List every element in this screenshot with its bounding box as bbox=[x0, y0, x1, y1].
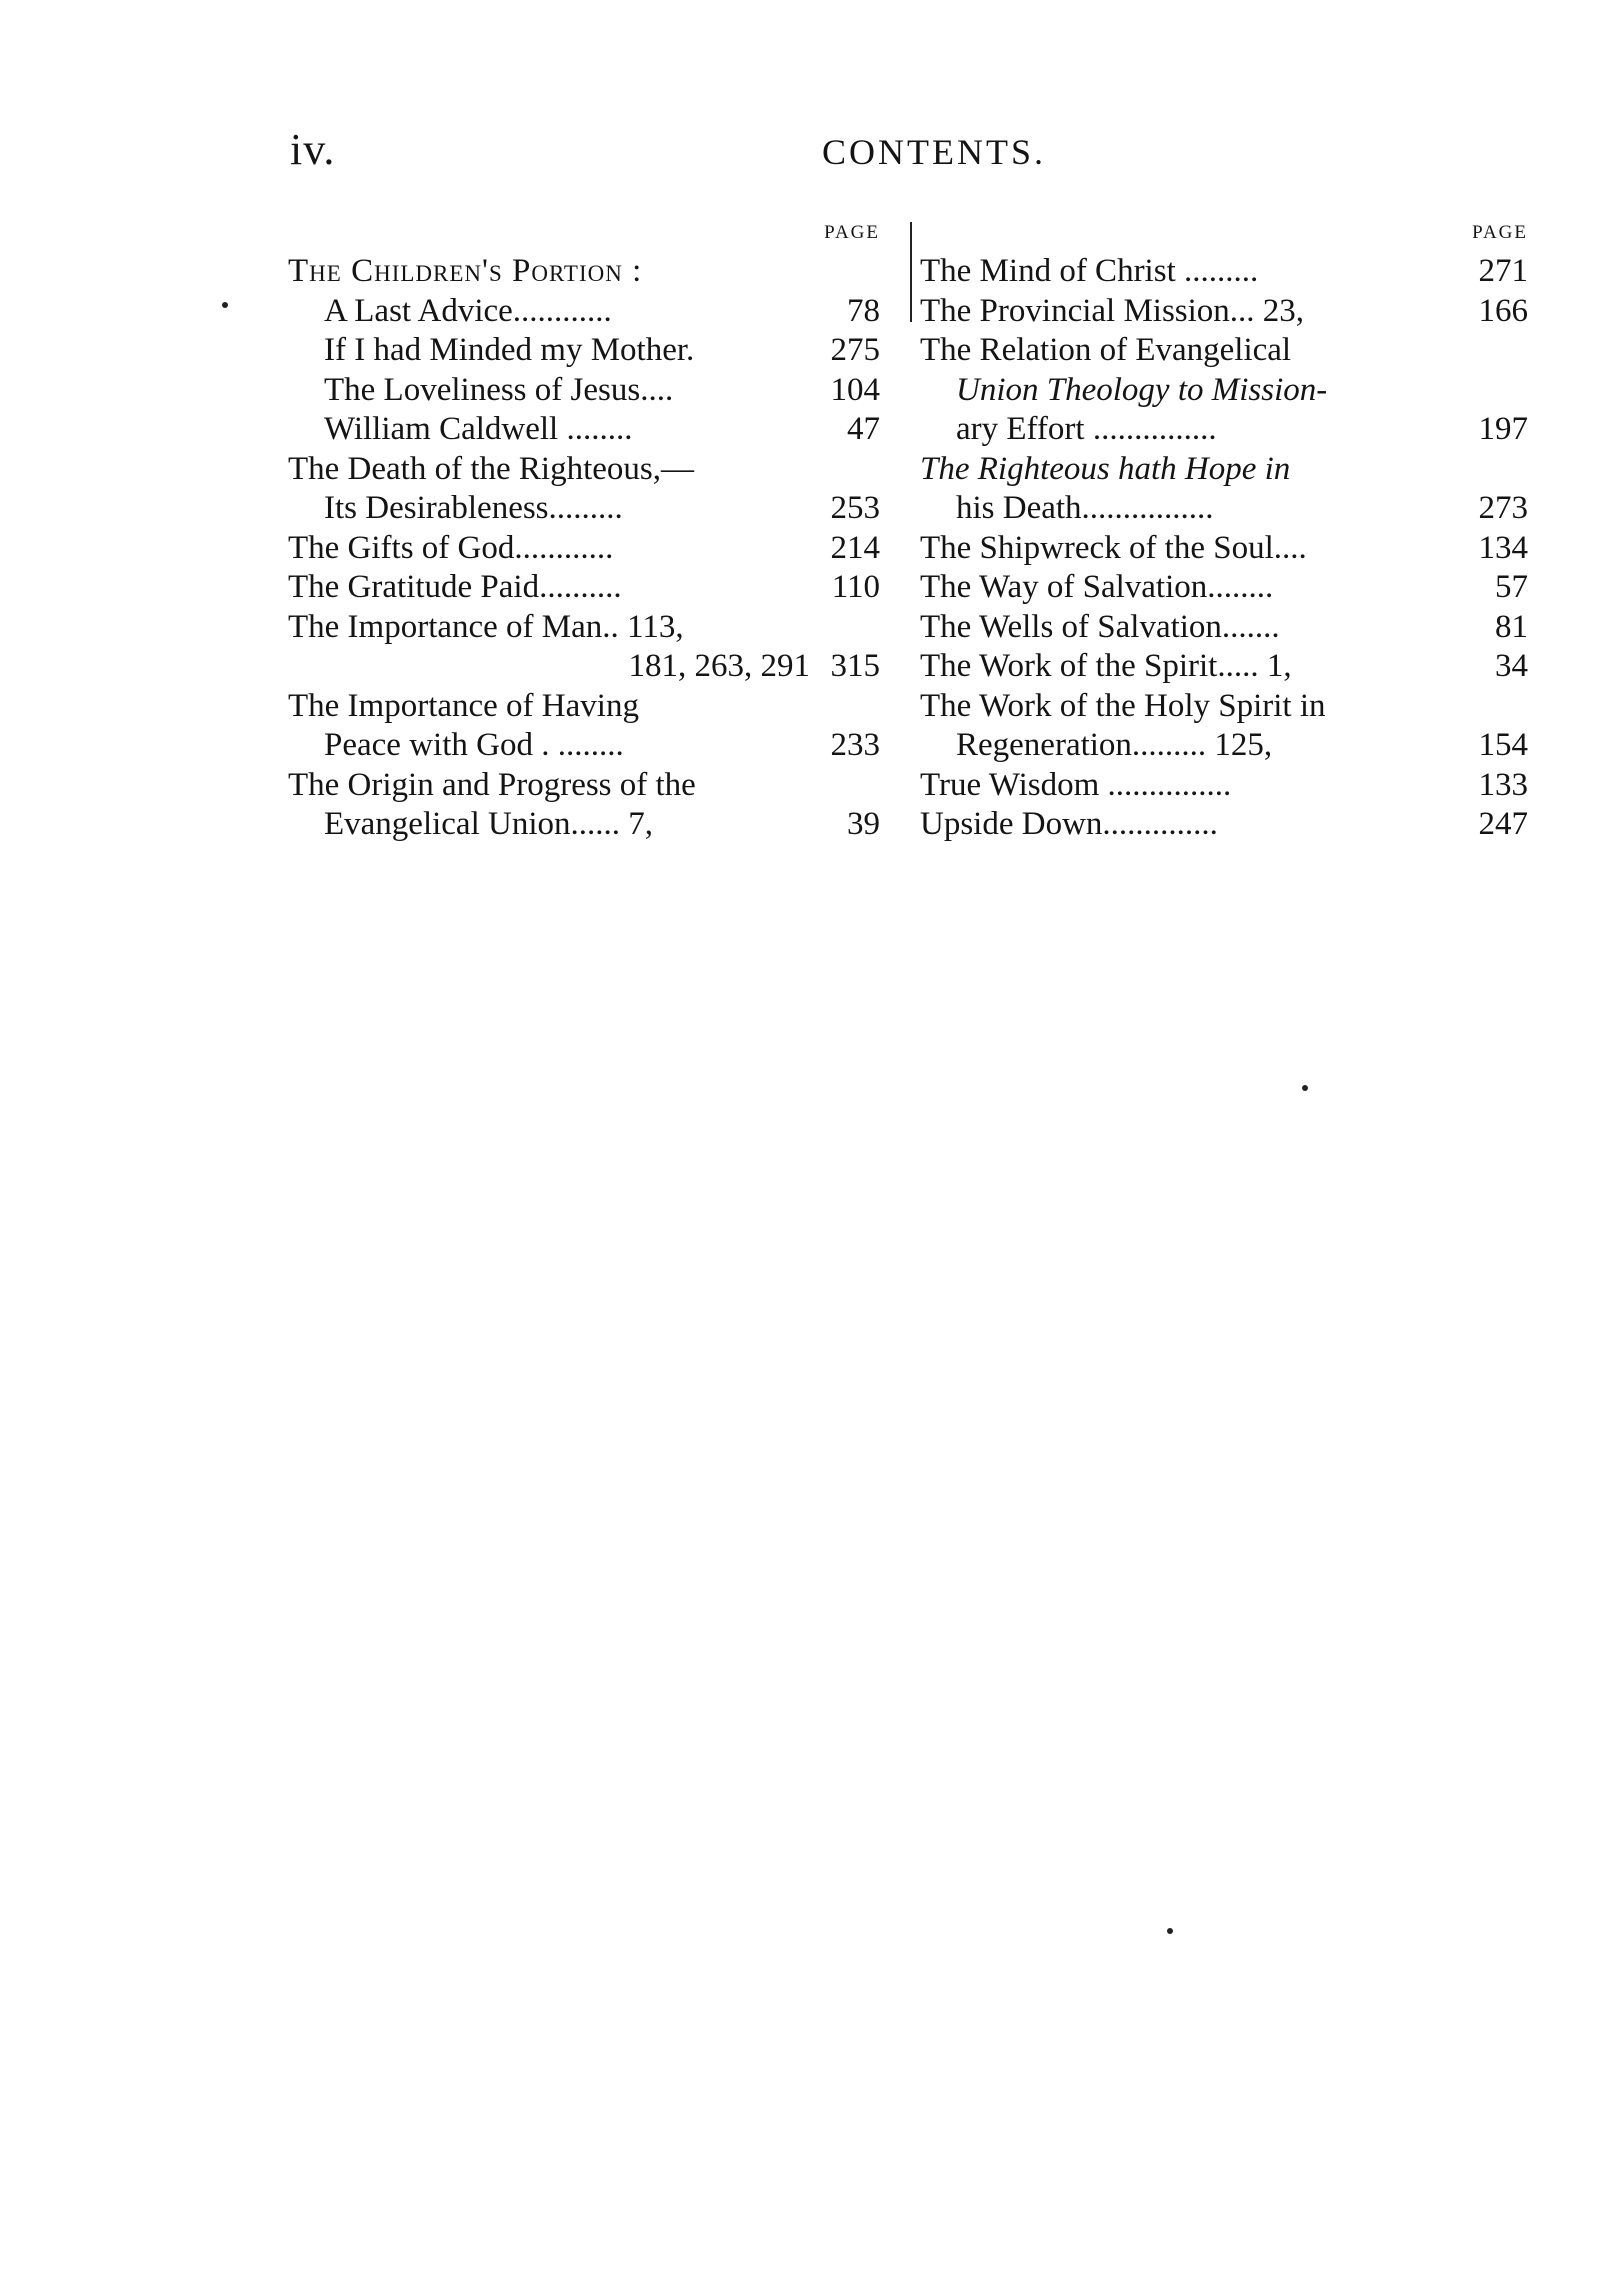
contents-entry bbox=[920, 450, 1528, 529]
page-column-header: PAGE bbox=[824, 222, 880, 243]
entry-title: The Way of Salvation........ bbox=[920, 569, 1274, 605]
entry-title: If I had Minded my Mother. bbox=[324, 332, 695, 368]
entry-page-number: 81 bbox=[1495, 608, 1528, 645]
entry-title: his Death................ bbox=[956, 490, 1214, 526]
entry-line bbox=[920, 568, 1528, 608]
entry-line bbox=[288, 450, 880, 490]
running-head: CONTENTS. bbox=[822, 132, 1046, 172]
entry-title: Evangelical Union...... 7, bbox=[324, 806, 654, 842]
entry-page-number: 273 bbox=[1478, 490, 1528, 526]
contents-entry bbox=[288, 292, 880, 332]
contents-entry bbox=[920, 331, 1528, 450]
entry-page-number: 47 bbox=[847, 411, 880, 447]
entry-page-number: 166 bbox=[1478, 292, 1528, 329]
entry-page-number: 271 bbox=[1478, 253, 1528, 289]
entry-line bbox=[288, 766, 880, 806]
entry-line bbox=[288, 292, 880, 332]
contents-entry bbox=[920, 687, 1528, 766]
entry-title: The Gratitude Paid.......... bbox=[288, 569, 622, 605]
entry-title: Regeneration......... 125, bbox=[956, 727, 1273, 763]
contents-entry bbox=[288, 608, 880, 687]
entry-page-number: 247 bbox=[1478, 806, 1528, 842]
contents-entry bbox=[920, 529, 1528, 569]
entry-line bbox=[920, 331, 1528, 371]
contents-entry bbox=[288, 450, 880, 529]
entry-page-number: 197 bbox=[1478, 411, 1528, 447]
contents-entry bbox=[288, 252, 880, 292]
entry-page-number: 315 bbox=[830, 648, 880, 684]
entry-line bbox=[920, 766, 1528, 806]
entry-title: The Loveliness of Jesus.... bbox=[324, 371, 674, 408]
entry-title: ary Effort ............... bbox=[956, 411, 1217, 447]
entry-page-number: 253 bbox=[830, 490, 880, 526]
page-number: iv. bbox=[290, 125, 336, 174]
contents-left-column bbox=[288, 222, 880, 845]
entry-line bbox=[920, 805, 1528, 845]
entry-title: True Wisdom ............... bbox=[920, 766, 1232, 803]
entry-page-number: 154 bbox=[1478, 727, 1528, 763]
entry-line bbox=[920, 450, 1528, 490]
entry-line bbox=[288, 687, 880, 727]
column-divider bbox=[910, 222, 912, 322]
contents-entry bbox=[920, 252, 1528, 292]
entry-line bbox=[288, 529, 880, 569]
contents-entry bbox=[288, 529, 880, 569]
contents-right-column bbox=[920, 222, 1528, 845]
entry-title: The Shipwreck of the Soul.... bbox=[920, 529, 1307, 566]
entry-list bbox=[288, 252, 880, 845]
entry-title: A Last Advice............ bbox=[324, 292, 612, 329]
contents-entry bbox=[920, 766, 1528, 806]
print-speck bbox=[222, 302, 228, 308]
contents-entry bbox=[920, 805, 1528, 845]
entry-page-number: 133 bbox=[1478, 766, 1528, 803]
entry-page-number: 214 bbox=[830, 529, 880, 566]
entry-line bbox=[288, 568, 880, 608]
contents-entry bbox=[288, 410, 880, 450]
entry-title: Its Desirableness......... bbox=[324, 490, 623, 526]
entry-line bbox=[920, 687, 1528, 727]
entry-title: The Importance of Having bbox=[288, 687, 639, 724]
print-speck bbox=[1302, 1085, 1308, 1091]
entry-title: The Work of the Spirit..... 1, bbox=[920, 648, 1292, 684]
entry-line bbox=[288, 252, 880, 292]
entry-line bbox=[920, 647, 1528, 687]
entry-line bbox=[920, 489, 1528, 529]
entry-title: The Relation of Evangelical bbox=[920, 332, 1292, 368]
entry-list bbox=[920, 252, 1528, 845]
entry-line bbox=[288, 410, 880, 450]
entry-page-number: 275 bbox=[830, 332, 880, 368]
entry-page-number: 78 bbox=[847, 292, 880, 329]
entry-line bbox=[920, 371, 1528, 411]
contents-entry bbox=[288, 687, 880, 766]
entry-page-number: 110 bbox=[831, 569, 880, 605]
contents-entry bbox=[920, 608, 1528, 648]
contents-entry bbox=[288, 331, 880, 371]
entry-title: Upside Down.............. bbox=[920, 806, 1218, 842]
entry-line bbox=[920, 252, 1528, 292]
entry-title: Peace with God . ........ bbox=[324, 727, 624, 763]
entry-line bbox=[920, 410, 1528, 450]
contents-entry bbox=[288, 766, 880, 845]
entry-line bbox=[288, 647, 880, 687]
contents-entry bbox=[920, 647, 1528, 687]
entry-title: The Children's Portion : bbox=[288, 253, 643, 289]
entry-line bbox=[288, 331, 880, 371]
contents-entry bbox=[920, 292, 1528, 332]
entry-page-number: 104 bbox=[830, 371, 880, 408]
entry-page-number: 39 bbox=[847, 806, 880, 842]
contents-entry bbox=[920, 568, 1528, 608]
entry-line bbox=[920, 608, 1528, 648]
entry-line bbox=[920, 726, 1528, 766]
entry-title: The Death of the Righteous,— bbox=[288, 450, 694, 487]
entry-title: The Mind of Christ ......... bbox=[920, 253, 1259, 289]
entry-title: The Origin and Progress of the bbox=[288, 766, 696, 803]
contents-entry bbox=[288, 568, 880, 608]
entry-title: The Provincial Mission... 23, bbox=[920, 292, 1305, 329]
entry-line bbox=[288, 726, 880, 766]
entry-line bbox=[288, 489, 880, 529]
entry-title: The Gifts of God............ bbox=[288, 529, 614, 566]
entry-page-number: 57 bbox=[1495, 569, 1528, 605]
entry-line bbox=[920, 529, 1528, 569]
entry-page-number: 34 bbox=[1495, 648, 1528, 684]
entry-title: William Caldwell ........ bbox=[324, 411, 633, 447]
entry-page-number: 233 bbox=[830, 727, 880, 763]
entry-title: 181, 263, 291 bbox=[628, 648, 810, 684]
print-speck bbox=[1167, 1928, 1173, 1934]
entry-line bbox=[920, 292, 1528, 332]
entry-title: The Righteous hath Hope in bbox=[920, 450, 1291, 487]
page-column-header: PAGE bbox=[1472, 222, 1528, 243]
entry-title: The Work of the Holy Spirit in bbox=[920, 687, 1326, 724]
entry-page-number: 134 bbox=[1478, 529, 1528, 566]
entry-line bbox=[288, 805, 880, 845]
entry-title: Union Theology to Mission- bbox=[956, 371, 1328, 408]
contents-entry bbox=[288, 371, 880, 411]
entry-title: The Wells of Salvation....... bbox=[920, 608, 1280, 645]
entry-line bbox=[288, 608, 880, 648]
entry-line bbox=[288, 371, 880, 411]
entry-title: The Importance of Man.. 113, bbox=[288, 608, 684, 645]
